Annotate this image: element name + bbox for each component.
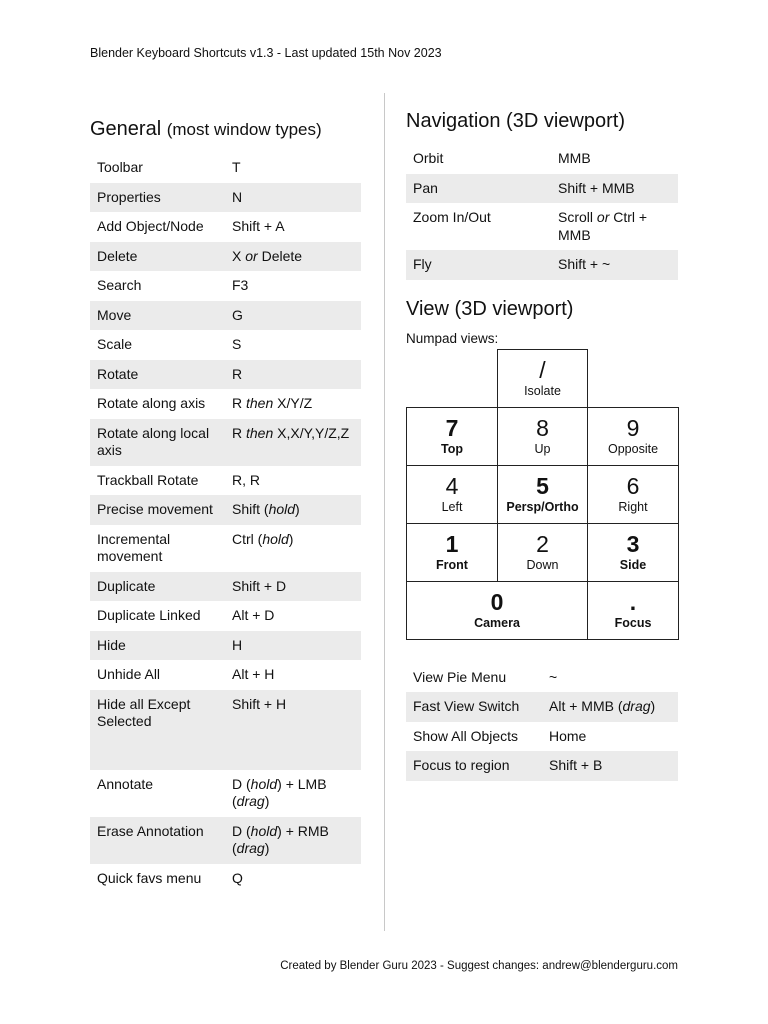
- shortcut-key: X or Delete: [225, 242, 361, 272]
- numpad-key-label: Isolate: [524, 384, 561, 398]
- table-row: [90, 183, 361, 213]
- numpad-key-8: [497, 407, 588, 466]
- numpad-key-slash: [497, 349, 588, 408]
- table-row: [406, 722, 678, 752]
- numpad-key-label: Opposite: [607, 442, 659, 456]
- shortcut-key: H: [225, 631, 361, 661]
- shortcut-action: Hide: [90, 631, 225, 661]
- shortcut-action: Properties: [90, 183, 225, 213]
- view-shortcuts-table: [406, 663, 678, 781]
- table-row: [90, 360, 361, 390]
- table-row: [90, 525, 361, 572]
- numpad-key: 2: [536, 531, 549, 557]
- table-row: [90, 864, 361, 894]
- numpad-key-9: [587, 407, 679, 466]
- numpad-key-0: [406, 581, 588, 640]
- numpad-key-label: Focus: [614, 616, 652, 630]
- shortcut-action: Incremental movement: [97, 530, 171, 564]
- shortcut-action: Focus to region: [406, 751, 542, 781]
- shortcut-action: Pan: [406, 174, 551, 204]
- numpad-key: 5: [536, 473, 549, 499]
- shortcut-key: Alt + H: [232, 666, 275, 682]
- table-row: [90, 330, 361, 360]
- shortcut-key: D (hold) + LMB (drag): [232, 775, 327, 809]
- table-row: [406, 174, 678, 204]
- numpad-key: 0: [490, 589, 504, 615]
- shortcut-key: R: [225, 360, 361, 390]
- numpad-grid: [406, 349, 678, 639]
- numpad-key-7: [406, 407, 498, 466]
- shortcut-action: Rotate along local axis: [90, 419, 225, 466]
- numpad-key-label: Front: [436, 558, 468, 572]
- table-row: [90, 495, 361, 525]
- numpad-key-1: [406, 523, 498, 582]
- table-row: [90, 301, 361, 331]
- shortcut-key: Shift (hold): [225, 495, 361, 525]
- numpad-key: /: [539, 357, 546, 383]
- table-row: [406, 663, 678, 693]
- navigation-title: Navigation (3D viewport): [406, 110, 625, 132]
- shortcut-action: View Pie Menu: [413, 668, 507, 685]
- column-divider: [384, 93, 385, 931]
- shortcut-action: Quick favs menu: [97, 869, 202, 886]
- numpad-key-label: Top: [441, 442, 463, 456]
- shortcut-key: Shift + A: [232, 218, 285, 234]
- shortcut-action: Precise movement: [90, 495, 225, 525]
- shortcut-action: Erase Annotation: [90, 817, 225, 864]
- shortcut-action: Scale: [97, 336, 133, 352]
- shortcut-key: MMB: [558, 150, 591, 166]
- right-column: [406, 108, 678, 781]
- shortcut-key: D (hold) + RMB (drag): [225, 817, 361, 864]
- numpad-key-label: Persp/Ortho: [506, 500, 579, 514]
- shortcut-action: Delete: [90, 242, 225, 272]
- shortcut-key: R, R: [232, 471, 260, 488]
- shortcut-key: Shift + B: [542, 751, 678, 781]
- numpad-key: 3: [626, 531, 640, 557]
- document-footer: Created by Blender Guru 2023 - Suggest changes: andrew@blenderguru.com: [280, 960, 678, 972]
- table-row: [90, 389, 361, 419]
- numpad-key-4: [406, 465, 498, 524]
- shortcut-action: Add Object/Node: [97, 218, 204, 234]
- shortcut-action: Hide all Except Selected: [90, 690, 225, 770]
- shortcut-action: Toolbar: [97, 159, 143, 175]
- shortcut-key: Scroll or Ctrl + MMB: [558, 209, 648, 243]
- numpad-label: Numpad views:: [406, 330, 499, 346]
- shortcut-action: Duplicate: [90, 572, 225, 602]
- shortcut-action: Zoom In/Out: [413, 209, 491, 225]
- table-row: [406, 203, 678, 250]
- shortcut-action: Rotate along axis: [97, 395, 206, 411]
- table-row: [90, 770, 361, 817]
- shortcut-action: Rotate: [90, 360, 225, 390]
- table-row: [406, 144, 678, 174]
- shortcut-action: Orbit: [413, 150, 444, 166]
- shortcut-action: Fast View Switch: [406, 692, 542, 722]
- numpad-key-6: [587, 465, 679, 524]
- table-row: [90, 153, 361, 183]
- shortcut-action: Trackball Rotate: [97, 471, 199, 488]
- numpad-empty: [587, 349, 678, 407]
- navigation-shortcuts-table: [406, 144, 678, 280]
- shortcut-key: R then X,X/Y,Y/Z,Z: [225, 419, 361, 466]
- table-row: [90, 660, 361, 690]
- shortcut-key: Ctrl (hold): [232, 530, 294, 547]
- table-row: [90, 212, 361, 242]
- document-header: Blender Keyboard Shortcuts v1.3 - Last updated 15th Nov 2023: [90, 46, 442, 60]
- table-row: [90, 271, 361, 301]
- numpad-key: .: [629, 589, 637, 615]
- numpad-key-2: [497, 523, 588, 582]
- general-title: General: [90, 118, 162, 140]
- shortcut-action: Unhide All: [97, 666, 161, 682]
- table-row: [90, 631, 361, 661]
- shortcut-action: Move: [90, 301, 225, 331]
- shortcut-action: Fly: [406, 250, 551, 280]
- shortcut-key: ~: [549, 668, 558, 685]
- table-row: [406, 250, 678, 280]
- table-row: [90, 242, 361, 272]
- shortcut-key: Alt + D: [232, 607, 275, 623]
- shortcut-key: Shift + H: [225, 690, 361, 770]
- table-row: [406, 751, 678, 781]
- numpad-key: 9: [626, 415, 640, 441]
- shortcut-key: T: [232, 159, 241, 175]
- shortcut-key: F3: [232, 277, 249, 293]
- numpad-key-label: Left: [441, 500, 463, 514]
- table-row: [406, 692, 678, 722]
- shortcut-action: Annotate: [97, 775, 154, 792]
- numpad-key-3: [587, 523, 679, 582]
- shortcut-key: Shift + MMB: [551, 174, 678, 204]
- table-row: [90, 690, 361, 770]
- numpad-key: 8: [536, 415, 549, 441]
- table-row: [90, 466, 361, 496]
- numpad-key-label: Camera: [474, 616, 520, 630]
- numpad-empty: [406, 349, 497, 407]
- general-shortcuts-table: [90, 153, 361, 893]
- shortcut-key: Shift + D: [225, 572, 361, 602]
- numpad-key: 6: [626, 473, 640, 499]
- numpad-key-label: Right: [618, 500, 648, 514]
- shortcut-key: G: [225, 301, 361, 331]
- table-row: [90, 601, 361, 631]
- shortcut-action: Search: [97, 277, 142, 293]
- shortcut-key: Alt + MMB (drag): [542, 692, 678, 722]
- table-row: [90, 817, 361, 864]
- numpad-key-dot: [587, 581, 679, 640]
- numpad-key: 4: [445, 473, 459, 499]
- shortcut-key: Home: [549, 727, 587, 744]
- shortcut-action: Duplicate Linked: [97, 607, 201, 623]
- shortcut-key: Q: [232, 869, 243, 886]
- numpad-key-label: Up: [534, 442, 551, 456]
- numpad-key: 7: [445, 415, 459, 441]
- numpad-key-label: Down: [526, 558, 559, 572]
- general-section: [90, 116, 361, 893]
- shortcut-action: Show All Objects: [413, 727, 519, 744]
- shortcut-key: N: [225, 183, 361, 213]
- table-row: [90, 572, 361, 602]
- general-heading: [90, 116, 361, 143]
- shortcut-key: R then X/Y/Z: [232, 395, 313, 411]
- numpad-key: 1: [445, 531, 459, 557]
- general-subtitle: (most window types): [166, 120, 322, 139]
- table-row: [90, 419, 361, 466]
- shortcut-key: Shift + ~: [551, 250, 678, 280]
- shortcut-key: S: [232, 336, 242, 352]
- numpad-key-label: Side: [619, 558, 647, 572]
- numpad-key-5: [497, 465, 588, 524]
- view-title: View (3D viewport): [406, 297, 574, 320]
